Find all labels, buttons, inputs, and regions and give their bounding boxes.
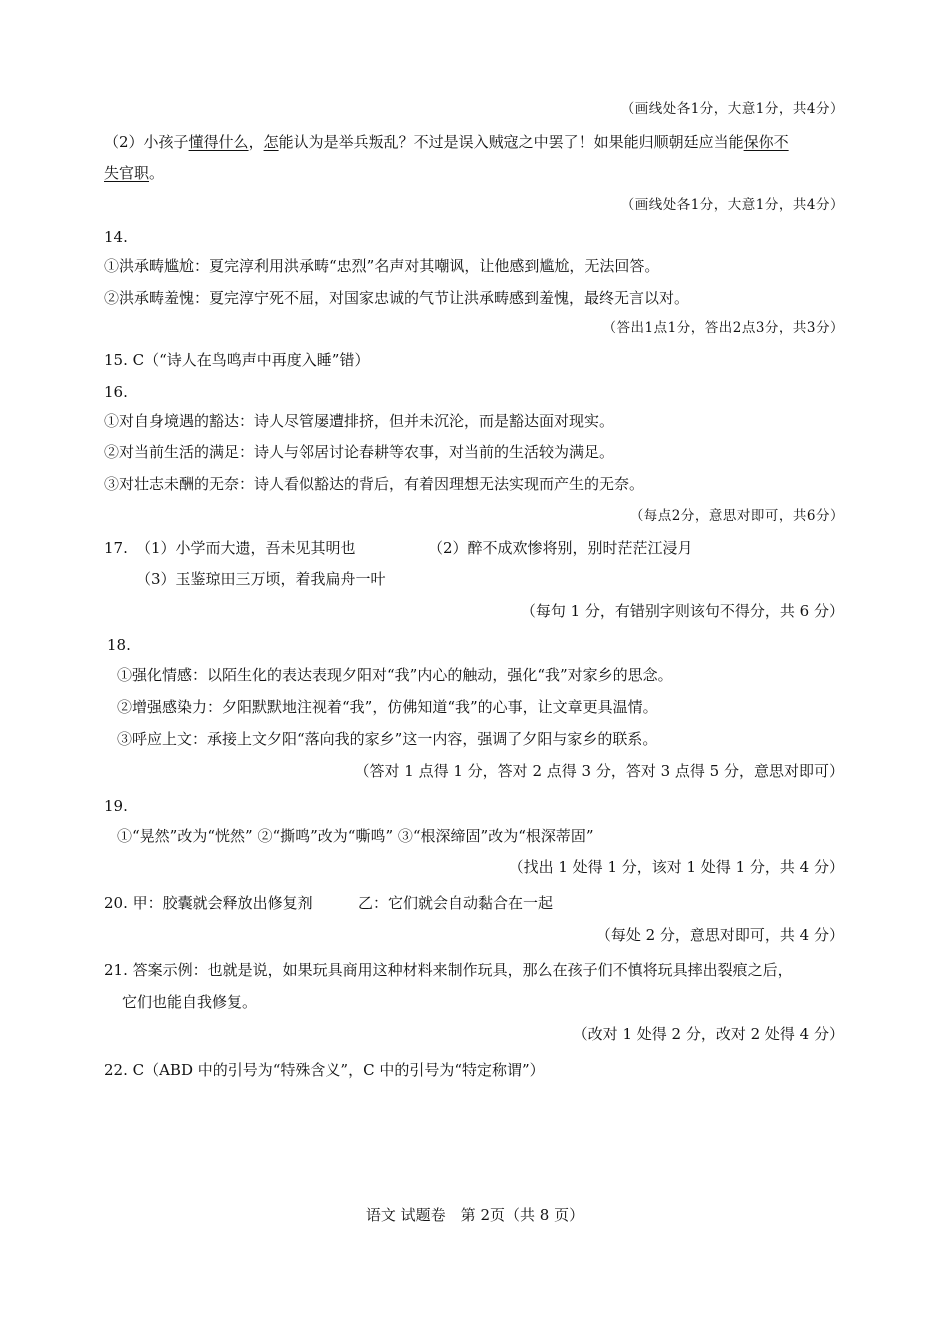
q21-score-note: （改对 1 处得 2 分，改对 2 处得 4 分） bbox=[572, 1025, 844, 1043]
q22-answer: 22. C（ABD 中的引号为“特殊含义”，C 中的引号为“特定称谓”） bbox=[104, 1061, 545, 1079]
q19-number: 19. bbox=[104, 797, 128, 815]
score-note-q13-1: （画线处各1分，大意1分，共4分） bbox=[620, 101, 844, 117]
q19-corrections: ①“晃然”改为“恍然” ②“撕鸣”改为“嘶鸣” ③“根深缔固”改为“根深蒂固” bbox=[117, 827, 594, 845]
underline-phrase: 懂得什么 bbox=[188, 133, 249, 151]
q13-2-line1 bbox=[104, 132, 789, 152]
q21-answer-line2: 它们也能自我修复。 bbox=[122, 993, 258, 1011]
q18-score-note: （答对 1 点得 1 分，答对 2 点得 3 分，答对 3 点得 5 分，意思对即可） bbox=[354, 762, 844, 780]
q16-point-2: ②对当前生活的满足：诗人与邻居讨论春耕等农事，对当前的生活较为满足。 bbox=[104, 443, 615, 461]
q21-answer-line1: 21. 答案示例：也就是说，如果玩具商用这种材料来制作玩具，那么在孩子们不慎将玩具摔出裂痕之后， bbox=[104, 961, 793, 979]
page-footer: 语文 试题卷 第 2页（共 8 页） bbox=[365, 1206, 585, 1224]
score-note-q13-2: （画线处各1分，大意1分，共4分） bbox=[620, 197, 844, 213]
q16-point-3: ③对壮志未酬的无奈：诗人看似豁达的背后，有着因理想无法实现而产生的无奈。 bbox=[104, 475, 645, 493]
q13-2-text-cont: 能认为是举兵叛乱？不过是误入贼寇之中罢了！如果能归顺朝廷应当能 bbox=[278, 133, 744, 151]
q16-score-note: （每点2分，意思对即可，共6分） bbox=[629, 508, 844, 524]
q18-point-1: ①强化情感：以陌生化的表达表现夕阳对“我”内心的触动，强化“我”对家乡的思念。 bbox=[117, 666, 673, 684]
q20-answer-b: 乙：它们就会自动黏合在一起 bbox=[358, 894, 554, 912]
period: 。 bbox=[149, 164, 165, 182]
q17-answer-2: （2）醉不成欢惨将别，别时茫茫江浸月 bbox=[428, 539, 693, 557]
q14-score-note: （答出1点1分，答出2点3分，共3分） bbox=[602, 320, 844, 336]
q14-number: 14. bbox=[104, 228, 128, 246]
q18-number: 18. bbox=[107, 636, 131, 654]
q14-point-2: ②洪承畴羞愧：夏完淳宁死不屈，对国家忠诚的气节让洪承畴感到羞愧，最终无言以对。 bbox=[104, 289, 690, 307]
q17-answer-3: （3）玉鉴琼田三万顷，着我扁舟一叶 bbox=[136, 570, 386, 588]
q20-answer-a: 20. 甲：胶囊就会释放出修复剂 bbox=[104, 894, 313, 912]
q16-point-1: ①对自身境遇的豁达：诗人尽管屡遭排挤，但并未沉沦，而是豁达面对现实。 bbox=[104, 412, 615, 430]
underline-phrase: 保你不 bbox=[743, 133, 789, 151]
q18-point-2: ②增强感染力：夕阳默默地注视着“我”，仿佛知道“我”的心事，让文章更具温情。 bbox=[117, 698, 658, 716]
q13-2-text: （2）小孩子 bbox=[104, 133, 189, 151]
q18-point-3: ③呼应上文：承接上文夕阳“落向我的家乡”这一内容，强调了夕阳与家乡的联系。 bbox=[117, 730, 658, 748]
q17-number: 17. bbox=[104, 539, 128, 557]
q16-number: 16. bbox=[104, 383, 128, 401]
underline-char: 怎 bbox=[263, 133, 279, 151]
q19-score-note: （找出 1 处得 1 分，该对 1 处得 1 分，共 4 分） bbox=[508, 858, 844, 876]
q14-point-1: ①洪承畴尴尬：夏完淳利用洪承畴“忠烈”名声对其嘲讽，让他感到尴尬，无法回答。 bbox=[104, 257, 660, 275]
underline-phrase: 失官职 bbox=[104, 164, 150, 182]
q17-answer-1: （1）小学而大遗，吾未见其明也 bbox=[136, 539, 356, 557]
q20-score-note: （每处 2 分，意思对即可，共 4 分） bbox=[595, 926, 844, 944]
q15-answer: 15. C（“诗人在鸟鸣声中再度入睡”错） bbox=[104, 351, 370, 369]
q17-score-note: （每句 1 分，有错别字则该句不得分，共 6 分） bbox=[520, 602, 844, 620]
q13-2-line2 bbox=[104, 163, 164, 183]
comma: ， bbox=[248, 133, 264, 151]
